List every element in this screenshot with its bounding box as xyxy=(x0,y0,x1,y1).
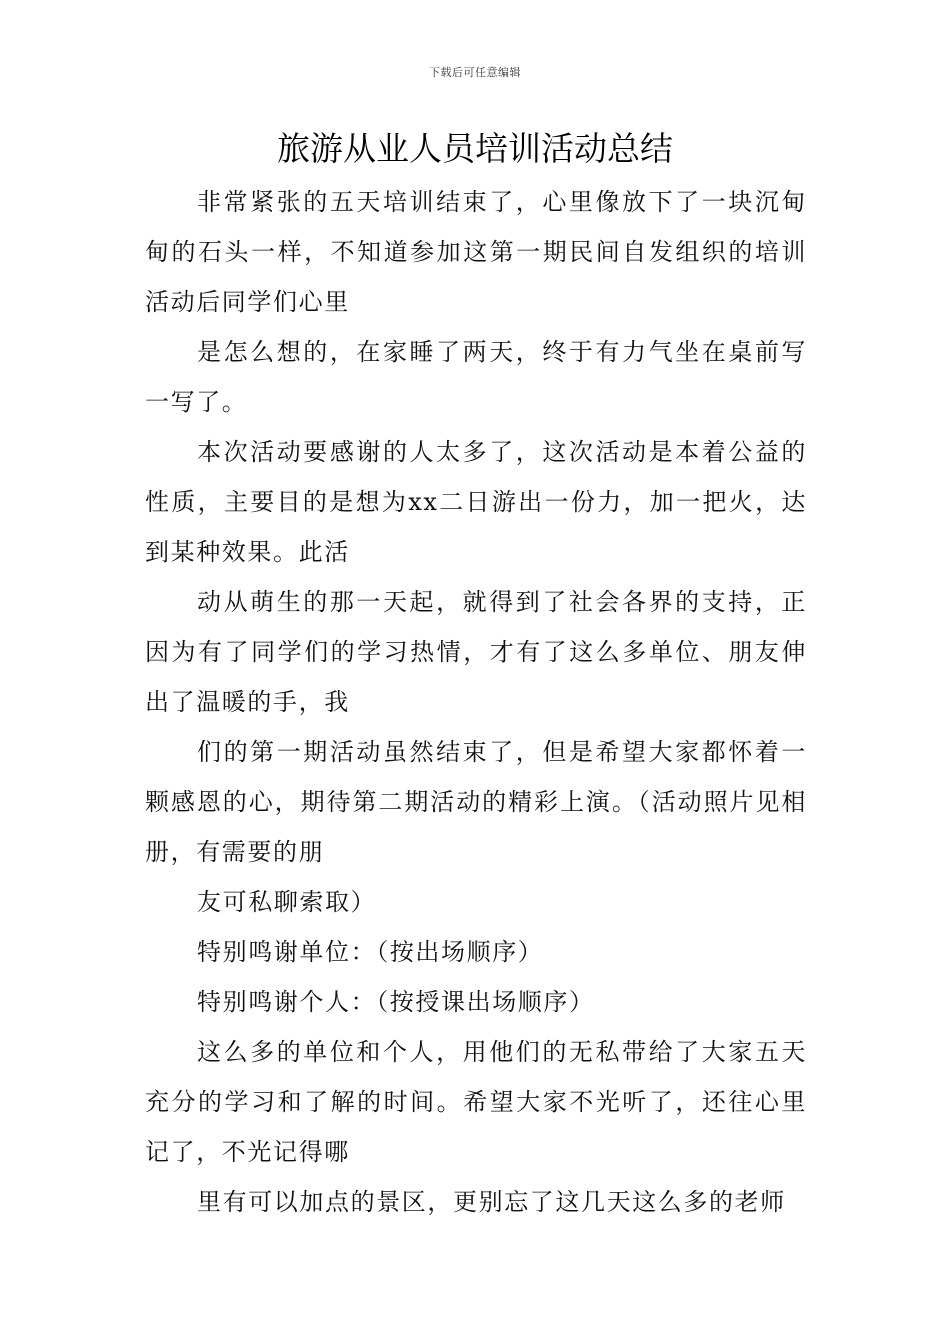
document-title: 旅游从业人员培训活动总结 xyxy=(277,129,673,168)
paragraph: 友可私聊索取） xyxy=(197,888,377,916)
paragraph: 特别鸣谢单位：（按出场顺序） xyxy=(197,938,544,966)
document-body xyxy=(145,177,807,1227)
paragraph: 是怎么想的，在家睡了两天，终于有力气坐在桌前写一写了。 xyxy=(145,338,807,416)
paragraph: 里有可以加点的景区，更别忘了这几天这么多的老师 xyxy=(197,1188,786,1216)
paragraph: 动从萌生的那一天起，就得到了社会各界的支持，正因为有了同学们的学习热情，才有了这么多单位、朋友伸出了温暖的手，我 xyxy=(145,588,807,716)
paragraph: 这么多的单位和个人，用他们的无私带给了大家五天充分的学习和了解的时间。希望大家不光听了，还往心里记了，不光记得哪 xyxy=(145,1038,807,1166)
paragraph: 特别鸣谢个人：（按授课出场顺序） xyxy=(197,988,595,1016)
paragraph: 非常紧张的五天培训结束了，心里像放下了一块沉甸甸的石头一样，不知道参加这第一期民间自发组织的培训活动后同学们心里 xyxy=(145,188,807,316)
header-note: 下载后可任意编辑 xyxy=(429,66,521,79)
paragraph: 本次活动要感谢的人太多了，这次活动是本着公益的性质，主要目的是想为xx二日游出一份力，加一把火，达到某种效果。此活 xyxy=(145,438,807,566)
paragraph: 们的第一期活动虽然结束了，但是希望大家都怀着一颗感恩的心，期待第二期活动的精彩上演。（活动照片见相册，有需要的朋 xyxy=(145,738,807,866)
